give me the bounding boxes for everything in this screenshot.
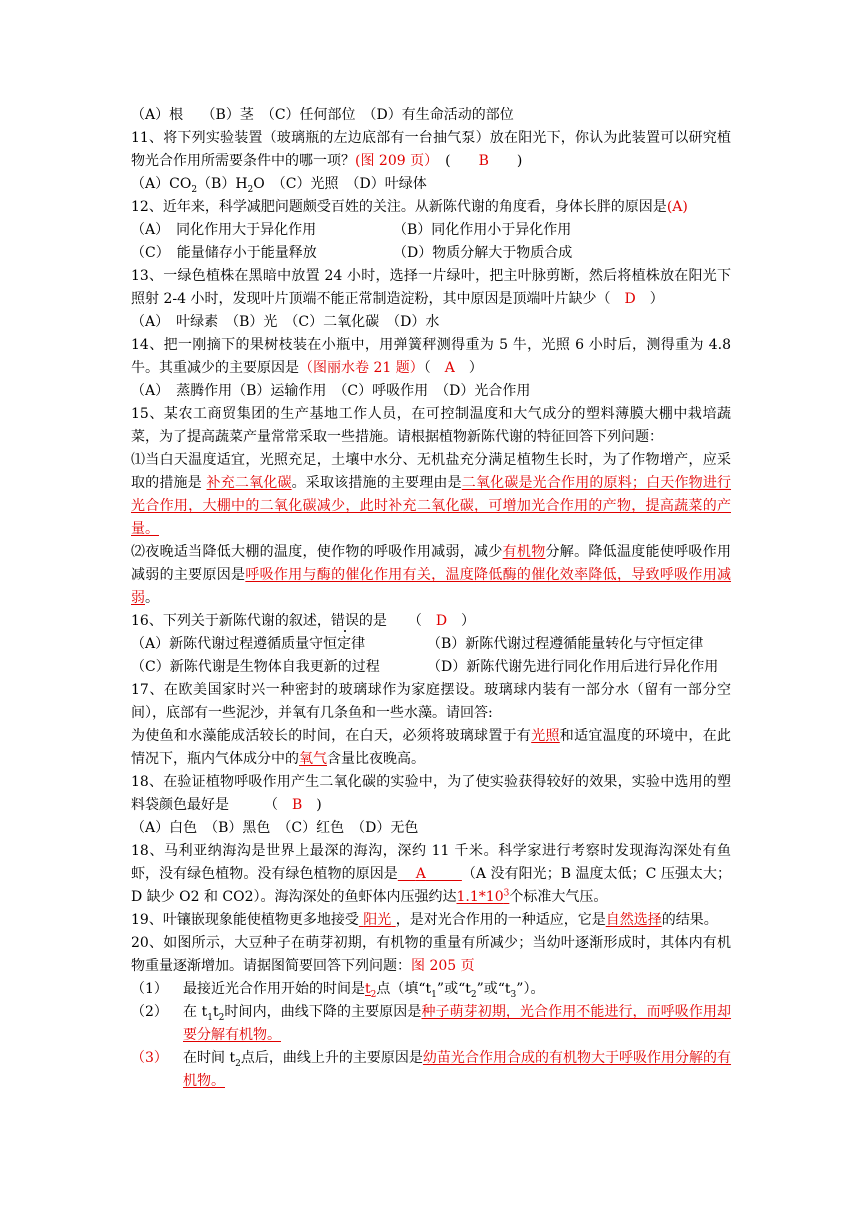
q12-answer: (A) [666, 199, 688, 215]
q16-stem: 16、下列关于新陈代谢的叙述，错误的是 （ D ） [131, 613, 476, 629]
q15-answer-measure: 补充二氧化碳 [206, 475, 292, 491]
q11-options: $(A)CO_2(B)H_2O$ （C）光照 （D）叶绿体 [131, 176, 427, 195]
q15-answer-enzyme: 呼吸作用与酶的催化作用有关，温度降低酶的催化效率降低，导致呼吸作用减弱 [131, 567, 732, 606]
q19-answer-selection: 自然选择 [605, 912, 662, 928]
q13-answer: D [624, 291, 636, 307]
q16-options-cd: （C）新陈代谢是生物体自我更新的过程 （D）新陈代谢先进行同化作用后进行异化作用 [131, 659, 719, 675]
q14-answer: A [444, 360, 455, 376]
q17-stem: 17、在欧美国家时兴一种密封的玻璃球作为家庭摆设。玻璃球内装有一部分水（留有一部分空间），底部有一些泥沙，并氧有几条鱼和一些水藻。请回答: [131, 682, 731, 721]
q12-stem: 12、近年来，科学减肥问题颇受百姓的关注。从新陈代谢的角度看，身体长胖的原因是(A) [131, 199, 688, 215]
q11-ref: (图 209 页） [355, 153, 432, 169]
q15-part1: ⑴当白天温度适宜，光照充足，土壤中水分、无机盐充分满足植物生长时，为了作物增产，应采取的措施是 补充二氧化碳。采取该措施的主要理由是二氧化碳是光合作用的原料；白天作物进行光合作用，大棚中的二氧化碳减少，此时补充二氧化碳，可增加光合作用的产物，提高蔬菜的产量。 [131, 452, 732, 537]
q20-answer-3: 幼苗光合作用合成的有机物大于呼吸作用分解的有机物。 [183, 1050, 732, 1089]
q19-answer-light: 阳光 [363, 912, 392, 928]
q17-answer-oxygen: 氧气 [299, 751, 327, 767]
q20-stem: 20、如图所示，大豆种子在萌芽初期，有机物的重量有所减少；当幼叶逐渐形成时，其体内有机物重量逐渐增加。请据图简要回答下列问题：图 205 页 [131, 935, 731, 974]
q15-stem: 15、某农工商贸集团的生产基地工作人员，在可控制温度和大气成分的塑料薄膜大棚中栽培蔬菜，为了提高蔬菜产量常常采取一些措施。请根据植物新陈代谢的特征回答下列问题： [131, 406, 731, 445]
q20-ref: 图 205 页 [411, 958, 475, 974]
q20-sub1: （1） 最接近光合作用开始的时间是$t_2$点（填“$t_1$”或“$t_2$”或“$t_3$”）。 [131, 981, 545, 1000]
q13-stem: 13、一绿色植株在黑暗中放置 24 小时，选择一片绿叶，把主叶脉剪断，然后将植株放在阳光下照射 2-4 小时，发现叶片顶端不能正常制造淀粉，其中原因是顶端叶片缺少（ D ） [131, 268, 731, 307]
q15-answer-organic: 有机物 [502, 544, 546, 560]
q18b-answer: A [415, 866, 426, 882]
q14-options: （A） 蒸腾作用（B）运输作用 （C）呼吸作用 （D）光合作用 [131, 383, 531, 399]
q11-answer: B [478, 153, 489, 169]
q18a-options: （A）白色 （B）黑色 （C）红色 （D）无色 [131, 820, 419, 836]
q16-emphasis: 错误 [330, 613, 359, 629]
q18a-answer: B [292, 797, 303, 813]
q20-sub2: （2） 在 $t_1t_2$时间内，曲线下降的主要原因是种子萌芽初期，光合作用不能进行，而呼吸作用却要分解有机物。 [131, 1004, 732, 1043]
q20-answer-1: $t_2$ [365, 981, 377, 1000]
q12-options-ab: （A） 同化作用大于异化作用 （B）同化作用小于异化作用 [131, 222, 572, 238]
q15-part2: ⑵夜晚适当降低大棚的温度，使作物的呼吸作用减弱，减少有机物分解。降低温度能使呼吸作用减弱的主要原因是呼吸作用与酶的催化作用有关，温度降低酶的催化效率降低，导致呼吸作用减弱。 [131, 544, 732, 606]
q10-options: （A）根 （B）茎 （C）任何部位 （D）有生命活动的部位 [131, 107, 514, 123]
q16-options-ab: （A）新陈代谢过程遵循质量守恒定律 （B）新陈代谢过程遵循能量转化与守恒定律 [131, 636, 704, 652]
q15-answer-reason: 二氧化碳是光合作用的原料；白天作物进行光合作用，大棚中的二氧化碳减少，此时补充二氧化碳，可增加光合作用的产物，提高蔬菜的产量。 [131, 475, 732, 537]
q18b-answer-pressure: $1.1*10^3$ [456, 888, 510, 905]
q20-answer-2: 种子萌芽初期，光合作用不能进行，而呼吸作用却要分解有机物。 [183, 1004, 732, 1043]
q19-stem: 19、叶镶嵌现象能使植物更多地接受 阳光 ，是对光合作用的一种适应，它是自然选择的结果。 [131, 912, 718, 928]
q12-options-cd: （C） 能量储存小于能量释放 （D）物质分解大于物质合成 [131, 245, 573, 261]
q13-options: （A） 叶绿素 （B）光 （C）二氧化碳 （D）水 [131, 314, 440, 330]
q17-answer-line: 为使鱼和水藻能成活较长的时间，在白天，必须将玻璃球置于有光照和适宜温度的环境中，在此情况下，瓶内气体成分中的氧气含量比夜晚高。 [131, 728, 732, 767]
q18a-stem: 18、在验证植物呼吸作用产生二氧化碳的实验中，为了使实验获得较好的效果，实验中选用的塑料袋颜色最好是 （ B ) [131, 774, 731, 813]
q11-stem: 11、将下列实验装置（玻璃瓶的左边底部有一台抽气泵）放在阳光下，你认为此装置可以研究植物光合作用所需要条件中的哪一项？(图 209 页） ( B ) [131, 130, 731, 169]
q18b-stem: 18、马利亚纳海沟是世界上最深的海沟，深约 11 千米。科学家进行考察时发现海沟深处有鱼虾，没有绿色植物。没有绿色植物的原因是 A （A 没有阳光；B 温度太低；C 压强太大；D 缺少 O2 和 CO2）。海沟深处的鱼虾体内压强约达$1.1*10^3$个标准大气压。 [131, 843, 732, 905]
q17-answer-light: 光照 [531, 728, 560, 744]
q20-sub3: （3） 在时间 $t_2$点后，曲线上升的主要原因是幼苗光合作用合成的有机物大于呼吸作用分解的有机物。 [131, 1050, 732, 1089]
question-list [131, 104, 731, 1093]
q16-answer: D [435, 613, 448, 629]
q14-ref: （图丽水卷 21 题） [299, 360, 424, 376]
q14-stem: 14、把一刚摘下的果树枝装在小瓶中，用弹簧秤测得重为 5 牛，光照 6 小时后，测得重为 4.8 牛。其重减少的主要原因是（图丽水卷 21 题）（ A ） [131, 337, 731, 376]
